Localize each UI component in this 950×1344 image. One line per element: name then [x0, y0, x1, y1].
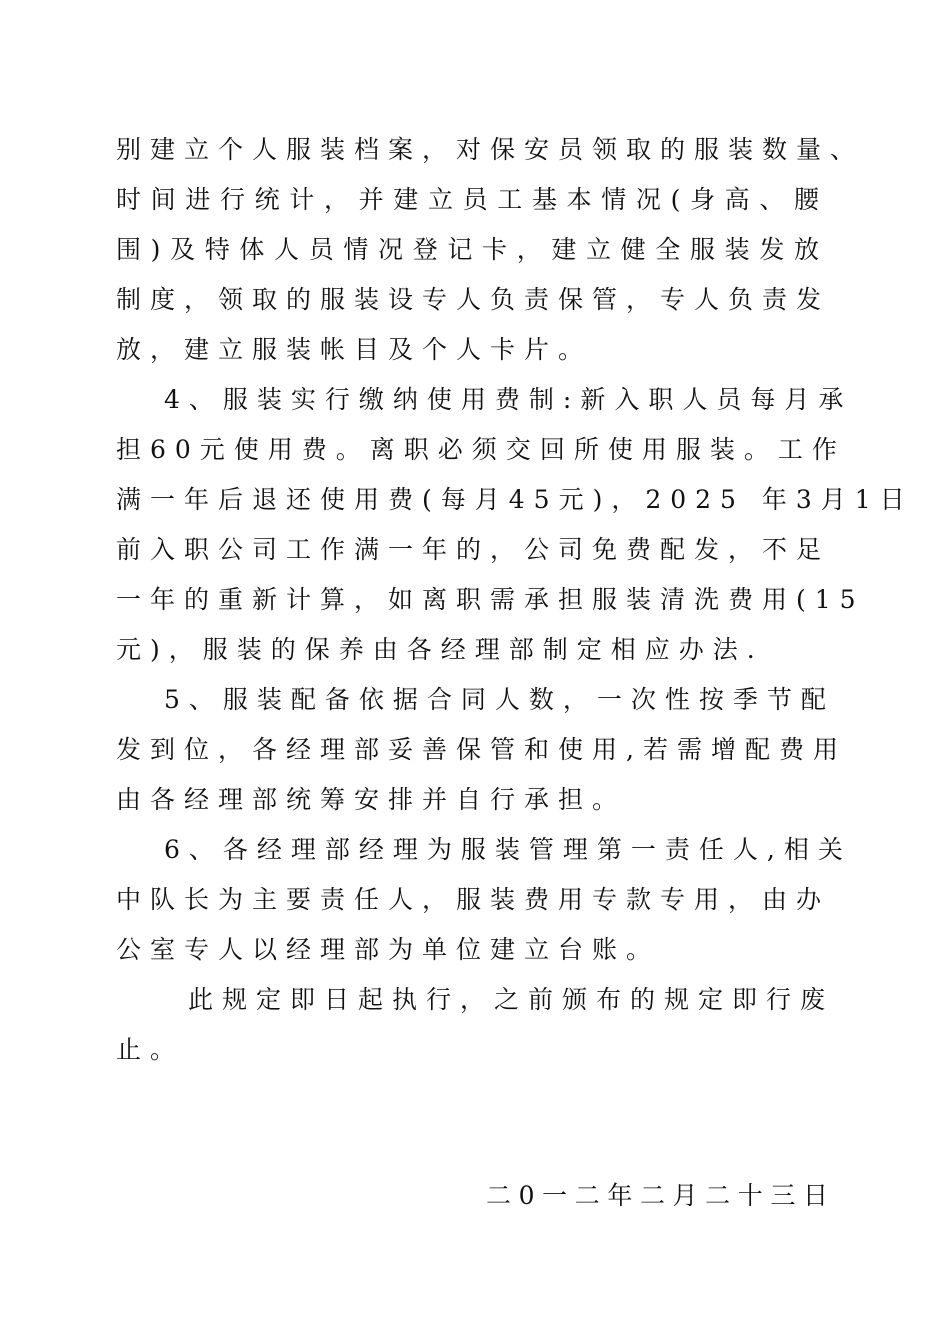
clause-4-line-5: 一年的重新计算，如离职需承担服装清洗费用(15	[116, 585, 865, 614]
clause-4-line-4: 前入职公司工作满一年的，公司免费配发，不足	[116, 535, 831, 564]
clause-5-line-2: 发到位，各经理部妥善保管和使用,若需增配费用	[116, 735, 847, 764]
clause-6-line-2: 中队长为主要责任人，服装费用专款专用，由办	[116, 885, 831, 914]
clause-4-line-6: 元)，服装的保养由各经理部制定相应办法.	[116, 635, 764, 664]
clause-6-line-3: 公室专人以经理部为单位建立台账。	[116, 935, 661, 964]
body-line-3: 围)及特体人员情况登记卡，建立健全服装发放	[116, 235, 828, 264]
body-line-4: 制度，领取的服装设专人负责保管，专人负责发	[116, 285, 831, 314]
body-line-5: 放，建立服装帐目及个人卡片。	[116, 335, 593, 364]
clause-4-line-2: 担60元使用费。离职必须交回所使用服装。工作	[116, 435, 846, 464]
clause-5-line-1: 5、服装配备依据合同人数，一次性按季节配	[164, 685, 835, 714]
clause-6-line-1: 6、各经理部经理为服装管理第一责任人,相关	[164, 835, 852, 864]
effective-line-1: 此规定即日起执行，之前颁布的规定即行废	[188, 985, 835, 1014]
clause-4-line-3: 满一年后退还使用费(每月45元)，2025 年3月1日	[116, 485, 914, 514]
effective-line-2: 止。	[116, 1035, 185, 1064]
body-line-1: 别建立个人服装档案，对保安员领取的服装数量、	[116, 135, 865, 164]
clause-5-line-3: 由各经理部统筹安排并自行承担。	[116, 785, 627, 814]
body-line-2: 时间进行统计，并建立员工基本情况(身高、腰	[116, 185, 828, 214]
clause-4-line-1: 4、服装实行缴纳使用费制:新入职人员每月承	[164, 385, 853, 414]
document-date: 二0一二年二月二十三日	[486, 1181, 828, 1210]
